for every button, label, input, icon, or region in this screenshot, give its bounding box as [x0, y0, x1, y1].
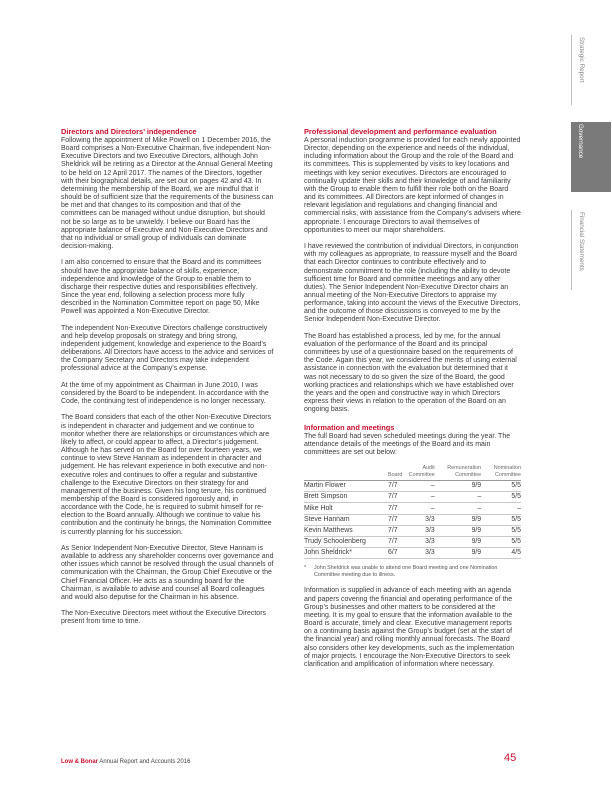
- table-row: [304, 503, 521, 514]
- footnote-mark: *: [304, 565, 307, 572]
- column-header: Board: [382, 465, 402, 481]
- attendance-cell: 7/7: [382, 525, 402, 536]
- tab-strategic-report[interactable]: [571, 35, 612, 105]
- director-name-cell: Kevin Matthews: [304, 525, 382, 536]
- section-tabs: [561, 0, 612, 792]
- attendance-cell: 5/5: [481, 492, 521, 503]
- attendance-cell: –: [402, 481, 434, 492]
- tab-label: Financial Statements: [578, 212, 585, 271]
- paragraph: The Board has established a process, led by me, for the annual evaluation of the performance of the Board and its principal committees by use of a questionnaire based on the requirements of the Code. Again this year, we considered the merits of using external assistance in connection with the evaluation but determined that it was not necessary to do so given the size of the Board, the good working practices and relationships which we have established over the years and the open and constructive way in which Directors express their views in relation to the operation of the Board on an ongoing basis.: [304, 332, 517, 414]
- page-number: 45: [504, 752, 517, 764]
- director-name-cell: Mike Holt: [304, 503, 382, 514]
- column-header: Audit Committee: [402, 465, 434, 481]
- attendance-cell: 5/5: [481, 525, 521, 536]
- right-column: [304, 127, 521, 677]
- left-column: [61, 127, 274, 635]
- table-row: [304, 525, 521, 536]
- paragraph: A personal induction programme is provided for each newly appointed Director, depending on the experience and needs of the individual, including information about the Group and the role of the Board and its committees. This is supplemented by visits to key locations and meetings with key senior executives. Directors are encouraged to continually update their skills and their knowledge of and familiarity with the Group to enable them to fulfill their role both on the Board and its committees. All Directors are kept informed of changes in relevant legislation and regulations and changing financial and commercial risks, with assistance from the Company’s advisers where appropriate. I encourage Directors to avail themselves of opportunities to meet our major shareholders.: [304, 137, 521, 234]
- attendance-cell: –: [435, 503, 481, 514]
- attendance-cell: 9/9: [435, 525, 481, 536]
- director-name-cell: Steve Hannam: [304, 514, 382, 525]
- attendance-cell: 7/7: [382, 536, 402, 547]
- table-footnote: [304, 565, 521, 578]
- section-heading: Directors and Directors’ independence: [61, 127, 197, 136]
- attendance-cell: 5/5: [481, 514, 521, 525]
- tab-label: Strategic Report: [578, 37, 585, 83]
- attendance-cell: –: [402, 503, 434, 514]
- tab-governance[interactable]: [571, 122, 611, 192]
- attendance-cell: 9/9: [435, 514, 481, 525]
- attendance-cell: –: [402, 492, 434, 503]
- attendance-cell: 7/7: [382, 503, 402, 514]
- attendance-cell: 9/9: [435, 536, 481, 547]
- attendance-cell: 4/5: [481, 548, 521, 559]
- paragraph: At the time of my appointment as Chairman in June 2010, I was considered by the Board to be independent. In accordance with the Code, the continuing test of independence is no longer necessary.: [61, 381, 269, 406]
- column-header: Nomination Committee: [481, 465, 521, 481]
- table-row: [304, 481, 521, 492]
- attendance-cell: 5/5: [481, 536, 521, 547]
- director-name-cell: John Sheldrick*: [304, 548, 382, 559]
- director-name-cell: Trudy Schoolenberg: [304, 536, 382, 547]
- section-heading: Professional development and performance evaluation: [304, 127, 497, 136]
- paragraph: I am also concerned to ensure that the Board and its committees should have the appropriate balance of skills, experience, independence and knowledge of the Group to enable them to discharge their respective duties and responsibilities effectively. Since the year end, following a selection process more fully described in the Nomination Committee report on page 50, Mike Powell was appointed a Non-Executive Director.: [61, 259, 262, 316]
- attendance-cell: 7/7: [382, 492, 402, 503]
- attendance-cell: 9/9: [435, 481, 481, 492]
- attendance-cell: 6/7: [382, 548, 402, 559]
- report-title: Annual Report and Accounts 2016: [98, 759, 191, 765]
- table-row: [304, 492, 521, 503]
- attendance-cell: –: [435, 492, 481, 503]
- attendance-cell: 3/3: [402, 536, 434, 547]
- table-row: [304, 548, 521, 559]
- tab-label: Governance: [577, 124, 584, 159]
- attendance-cell: 3/3: [402, 514, 434, 525]
- column-header: [304, 465, 382, 481]
- attendance-cell: –: [481, 503, 521, 514]
- attendance-table: [304, 465, 521, 559]
- attendance-cell: 7/7: [382, 481, 402, 492]
- brand-name: Low & Bonar: [61, 759, 98, 765]
- page-footer: [61, 759, 190, 765]
- tab-financial-statements[interactable]: [571, 210, 612, 290]
- paragraph: The Non-Executive Directors meet without the Executive Directors present from time to time.: [61, 610, 267, 626]
- paragraph: The Board considers that each of the other Non-Executive Directors is independent in character and judgement and we continue to monitor whether there are relationships or circumstances which are likely to affect, or could appear to affect, a Director’s judgement. Although he has served on the Board for over fourteen years, we continue to view Steve Hannam as independent in character and judgement. He has relevant experience in both executive and non-executive roles and continues to offer a regular and substantive challenge to the Executive Directors on their strategy for and management of the business. Given his long tenure, his continued membership of the Board is considered rigorously and, in accordance with the Code, he is required to submit himself for re-election to the Board annually. Although we continue to value his contribution and the continuity he brings, the Nomination Committee is currently planning for his succession.: [61, 414, 272, 536]
- director-name-cell: Brett Simpson: [304, 492, 382, 503]
- table-row: [304, 536, 521, 547]
- paragraph: I have reviewed the contribution of individual Directors, in conjunction with my colleagues as appropriate, to reassure myself and the Board that each Director continues to contribute effectively and to demonstrate commitment to the role (including the ability to devote sufficient time for Board and committee meetings and any other duties). The Senior Independent Non-Executive Director chairs an annual meeting of the Non-Executive Directors to appraise my performance, taking into account the views of the Executive Directors, and the outcome of those discussions is conveyed to me by the Senior Independent Non-Executive Director.: [304, 243, 521, 324]
- attendance-cell: 3/3: [402, 548, 434, 559]
- attendance-cell: 9/9: [435, 548, 481, 559]
- table-row: [304, 514, 521, 525]
- director-name-cell: Martin Flower: [304, 481, 382, 492]
- paragraph: The independent Non-Executive Directors challenge constructively and help develop proposals on strategy and bring strong, independent judgement, knowledge and experience to the Board’s deliberations. All Directors have access to the advice and services of the Company Secretary and Directors may take independent professional advice at the Company’s expense.: [61, 324, 274, 373]
- paragraph: Following the appointment of Mike Powell on 1 December 2016, the Board comprises a Non-Executive Chairman, five independent Non-Executive Directors and two Executive Directors, although John Sheldrick will be retiring as a Director at the Annual General Meeting to be held on 12 April 2017. The names of the Directors, together with their biographical details, are set out on pages 42 and 43. In determining the membership of the Board, we are mindful that it should be of sufficient size that the requirements of the business can be met and that changes to its composition and that of the committees can be managed without undue disruption, but should not be so large as to be unwieldy. I believe our Board has the appropriate balance of Executive and Non-Executive Directors and that no individual or small group of individuals can dominate decision-making.: [61, 137, 274, 251]
- footnote-text: John Sheldrick was unable to attend one Board meeting and one Nomination Committee meeting due to illness.: [314, 565, 498, 578]
- table-header-row: [304, 465, 521, 481]
- attendance-cell: 5/5: [481, 481, 521, 492]
- column-header: Remuneration Committee: [435, 465, 481, 481]
- paragraph: The full Board had seven scheduled meetings during the year. The attendance details of the meetings of the Board and its main committees are set out below:: [304, 432, 511, 456]
- paragraph: As Senior Independent Non-Executive Director, Steve Hannam is available to address any shareholder concerns over governance and other issues which cannot be resolved through the usual channels of communication with the Chairman, the Group Chief Executive or the Chief Financial Officer. He acts as a sounding board for the Chairman, is available to advise and counsel all Board colleagues and would also deputise for the Chairman in his absence.: [61, 544, 274, 601]
- attendance-cell: 3/3: [402, 525, 434, 536]
- section-heading: Information and meetings: [304, 422, 395, 432]
- paragraph: Information is supplied in advance of each meeting with an agenda and papers covering the financial and operating performance of the Group’s businesses and other matters to be considered at the meeting. It is my goal to ensure that the information available to the Board is accurate, timely and clear. Executive management reports on a continuing basis against the Group’s budget (set at the start of the financial year) and rolling monthly annual forecasts. The Board also considers other key developments, such as the implementation of major projects. I encourage the Non-Executive Directors to seek clarification and amplification of information where necessary.: [304, 587, 515, 668]
- attendance-cell: 7/7: [382, 514, 402, 525]
